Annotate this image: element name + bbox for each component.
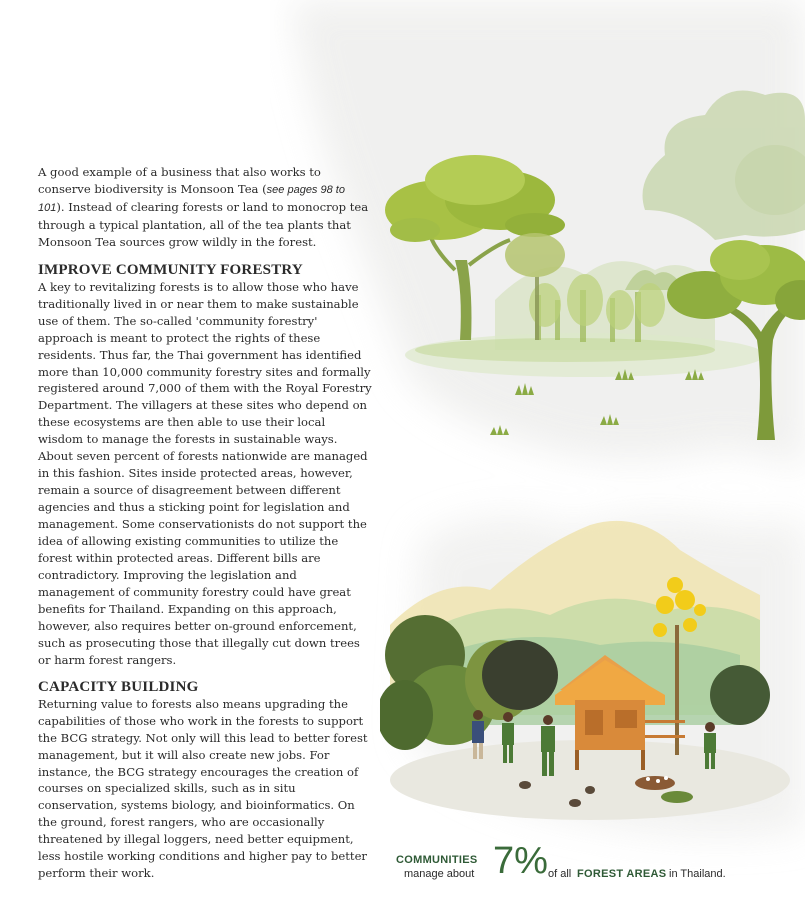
village-illustration — [380, 505, 805, 825]
forest-illustration — [385, 60, 805, 450]
stat-of-all: of all — [548, 868, 572, 880]
capacity-building-paragraph: Returning value to forests also means upgrading the capabilities of those who work in the forests to support the BCG strategy. Not only will this lead to better forest management, but it will also create new jobs. For instance, the BCG strategy encourages the creation of courses on specialized skills, such as in situ conservation, systems biology, and bioinformatics. On the ground, forest rangers, who are occasionally threatened by illegal loggers, need better equipment, less hostile working conditions and higher pay to better perform their work. — [38, 696, 368, 881]
stat-manage-about: manage about — [404, 868, 475, 880]
section-heading-community-forestry: IMPROVE COMMUNITY FORESTRY — [38, 261, 303, 278]
stat-in-thailand: in Thailand. — [669, 868, 726, 880]
intro-text-start: A good example of a business that also works to conserve biodiversity is Monsoon Tea ( — [38, 165, 321, 196]
stat-communities-label: COMMUNITIES — [396, 854, 478, 866]
stat-forest-areas: FOREST AREAS — [577, 868, 667, 880]
page-reference: see pages 98 to 101 — [38, 183, 345, 214]
stat-percent: 7% — [493, 840, 548, 882]
article-body — [38, 164, 373, 882]
intro-paragraph — [38, 164, 373, 251]
section-heading-capacity-building: CAPACITY BUILDING — [38, 678, 199, 695]
forest-stat-callout — [396, 842, 796, 892]
intro-text-end: ). Instead of clearing forests or land to monocrop tea through a typical plantation, all of the tea plants that Monsoon Tea sources grow wildly in the forest. — [38, 199, 369, 249]
community-forestry-paragraph: A key to revitalizing forests is to allow those who have traditionally lived in or near them to make sustainable use of them. The so-called 'community forestry' approach is meant to protect the rights of these residents. Thus far, the Thai government has identified more than 10,000 community forestry sites and formally registered around 7,000 of them with the Royal Forestry Department. The villagers at these sites who depend on these ecosystems are then able to use their local wisdom to manage the forests in sustainable ways. About seven percent of forests nationwide are managed in this fashion. Sites inside protected areas, however, remain a source of disagreement between different agencies and thus a sticking point for legislation and management. Some conservationists do not support the idea of allowing existing communities to utilize the forest within protected areas. Different bills are contradictory. Improving the legislation and management of community forestry could have great benefits for Thailand. Expanding on this approach, however, also requires better on-ground enforcement, such as prosecuting those that illegally cut down trees or harm forest rangers. — [38, 279, 372, 667]
